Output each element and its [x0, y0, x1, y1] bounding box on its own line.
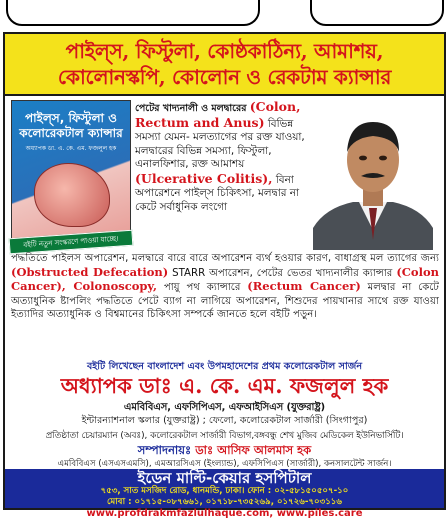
body-text-1: পদ্ধতিতে পাইলস অপারেশন, মলদ্বারে বারে বারে অপারেশন ব্যর্থ হওয়ার কারণ, বাধাগ্রস্থ মল ত্যাগের জন্য [11, 253, 439, 264]
book-cover [11, 100, 131, 244]
hospital-address: ৭৫৩, সাত মসজিদ রোড, ধানমন্ডি, ঢাকা। ফোন : ০২-৫৮১৫০৫০৭-১০ [100, 486, 349, 496]
doctor-photo [305, 100, 441, 250]
intro-text-3: বিনা অপারেশনে পাইল্‌স চিকিৎসা, মলদ্বার না কেটে সর্বাধুনিক লংগো [135, 173, 299, 213]
doctor-portrait-image [305, 100, 441, 250]
top-strip [0, 0, 447, 30]
editor-degrees: এমবিবিএস (এসএসএমসি), এমআরসিএস (ইংল্যান্ড), এফসিপিএস (সার্জারী), কনসালটেন্ট সার্জন। [57, 459, 392, 469]
body-red-3: (Rectum Cancer) [247, 279, 361, 294]
intro-text-2: বিভিন্ন সমস্যা যেমন- মলত্যাগের পর রক্ত যাওয়া, মলদ্বারের বিভিন্ন সমস্যা, ফিস্টুলা, এনালফিশার, রক্ত আমাশয় [135, 117, 305, 170]
body-red-2: (Colon Cancer), Colonoscopy, [11, 264, 439, 294]
headline-line-1: পাইল্‌স, ফিস্টুলা, কোষ্ঠকাঠিন্য, আমাশয়, [65, 39, 384, 63]
top-strip-tab-left [6, 0, 260, 26]
book-title: পাইল্‌স, ফিস্টুলা ও কলোরেকটাল ক্যান্সার [19, 111, 123, 140]
headline-banner [5, 34, 444, 96]
doctor-scholar: ইন্টারন্যাশনাল স্কলার (যুক্তরাষ্ট্র) ; ফেলো, কলোরেকটাল সার্জারী (সিংগাপুর) [81, 415, 368, 426]
body-text-2: STARR অপারেশন, পেটের ভেতর খাদ্যনালীর ক্যান্সার [172, 267, 393, 279]
intro-red-2: (Ulcerative Colitis), [135, 170, 273, 186]
top-strip-tab-right [310, 0, 444, 26]
description-paragraph [11, 252, 439, 322]
intro-text [135, 100, 311, 214]
intro-red-1: (Colon, Rectum and Anus) [135, 99, 301, 130]
hospital-banner [5, 469, 444, 508]
website-links[interactable]: www.profdrakmfazlulhaque.com, www.piles.care [86, 508, 363, 519]
book-author: অধ্যাপক ডা. এ. কে. এম. ফজলুল হক [25, 145, 117, 152]
doctor-chair: প্রতিষ্ঠাতা চেয়ারম্যান (অবঃ), কলোরেকটাল সার্জারী বিভাগ,বঙ্গবন্ধু শেখ মুজিব মেডিকেল ইউনিভার্সিটি। [45, 431, 404, 441]
editor-name: ডাঃ আসিফ আলমাস হক [195, 443, 312, 457]
hospital-name: ইডেন মাল্টি-কেয়ার হসপিটাল [137, 469, 312, 487]
writer-line: বইটি লিখেছেন বাংলাদেশ এবং উপমহাদেশের প্রথম কলোরেকটাল সার্জন [86, 361, 363, 372]
body-text-3: পায়ু পথ ক্যান্সারে [163, 282, 241, 294]
doctor-degrees: এমবিবিএস, এফসিপিএস, এফআইসিএস (যুক্তরাষ্ট্র) [123, 402, 326, 413]
editor-label: সম্পাদনায়ঃ [137, 443, 192, 457]
body-text-4: মলদ্বার না কেটে অত্যাধুনিক ষ্টাপলিং পদ্ধতিতে পেটে ব্যাগ না লাগিয়ে অপারেশন, শিশুদের পায়খানার সাথে রক্ত যাওয়া ইত্যাদির অত্যাধুনিক ও বিশ্বমানের চিকিৎসা সম্পর্কে জানতে হলে বইটি পড়ুন। [11, 282, 439, 321]
doctor-name: অধ্যাপক ডাঃ এ. কে. এম. ফজলুল হক [60, 373, 389, 398]
intestine-illustration [34, 163, 110, 227]
body-red-1: (Obstructed Defecation) [11, 264, 169, 279]
advertisement-frame [3, 32, 446, 519]
hospital-mobile: মোবা : ০১৭১৫-০৮৭৬৬১, ০১৭১৮-৭৩৫২৬৯, ০১৭২৬-৭০৩১১৬ [107, 497, 342, 507]
new-edition-badge: বইটি নতুন সংস্করণে পাওয়া যাচ্ছে। [9, 230, 134, 255]
intro-text-1: পেটের খাদ্যনালী ও মলদ্বারের [135, 103, 247, 114]
headline-line-2: কোলোনস্কপি, কোলোন ও রেকটাম ক্যান্সার [57, 65, 392, 89]
